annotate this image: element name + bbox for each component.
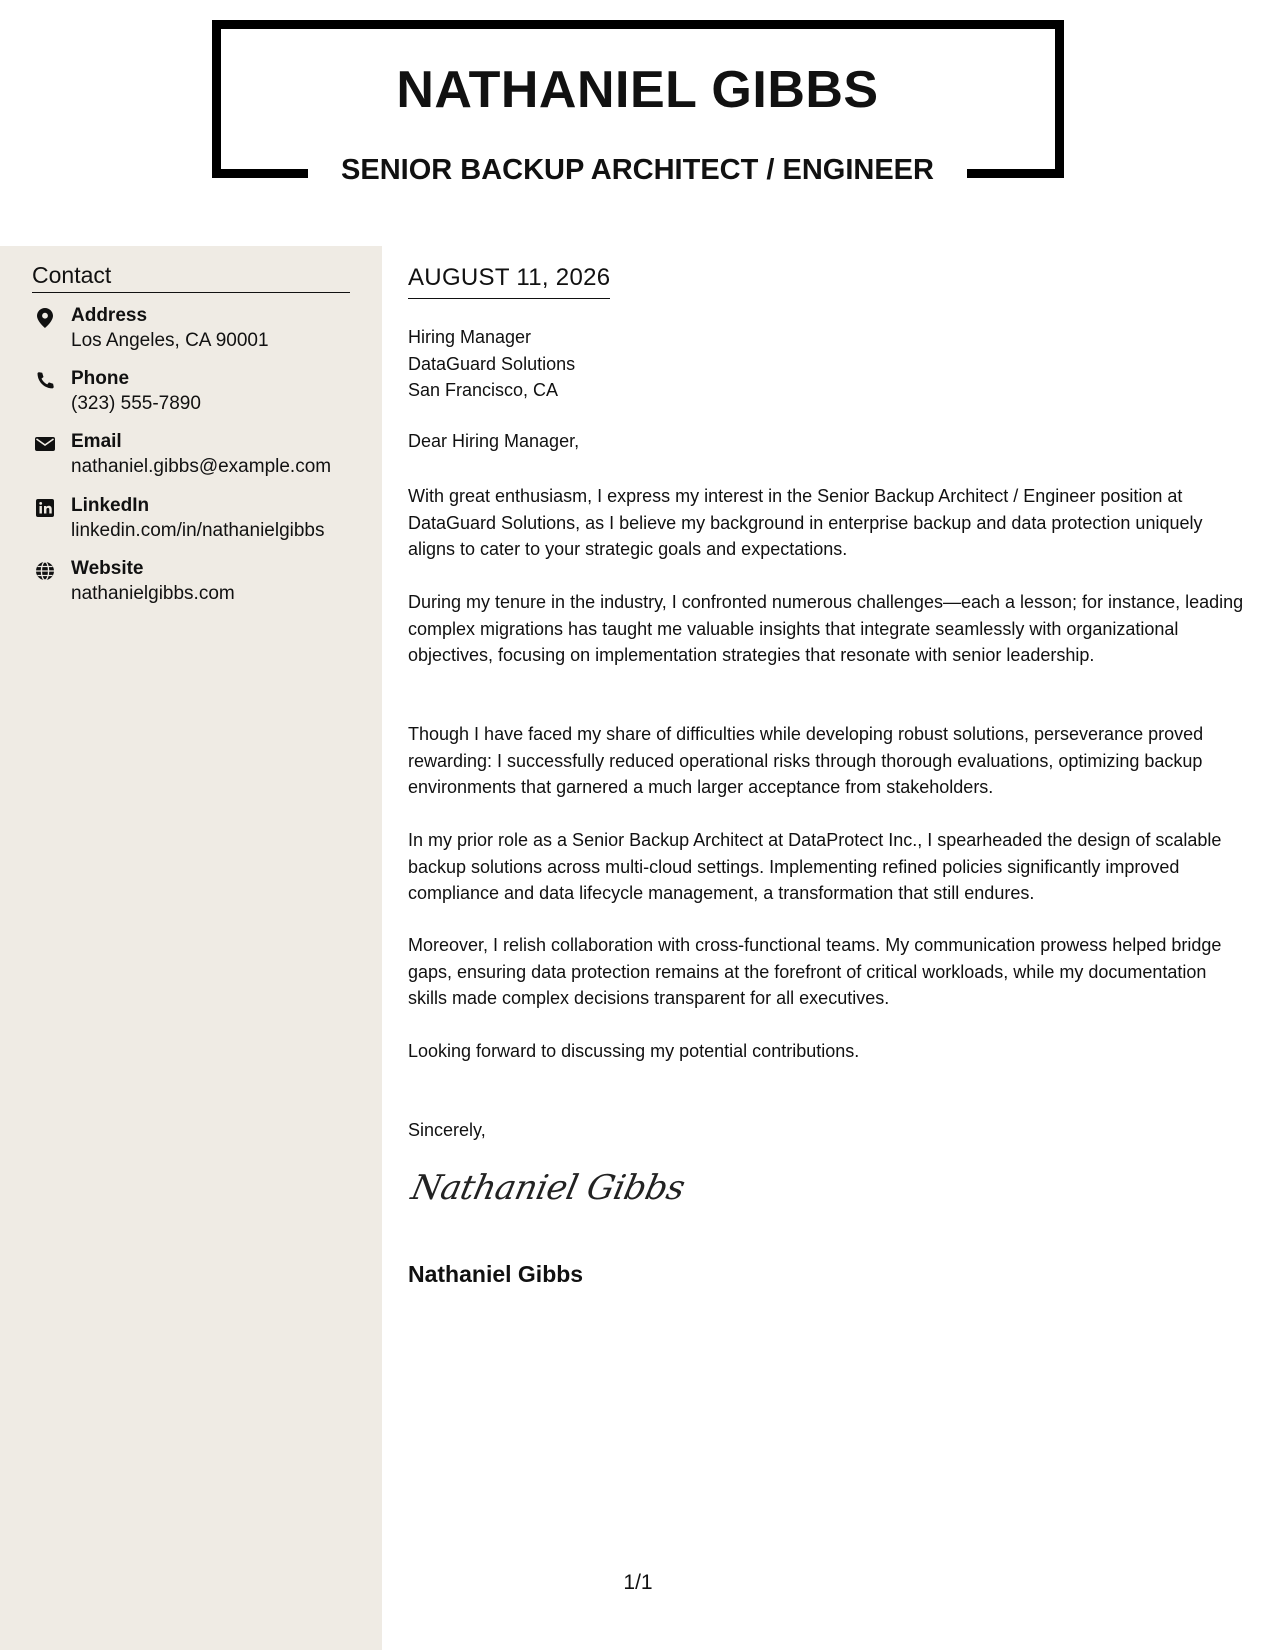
recipient-line: DataGuard Solutions xyxy=(408,353,576,374)
body-paragraph: With great enthusiasm, I express my interest in the Senior Backup Architect / Engineer position at DataGuard Solutions, as I believe my background in enterprise backup and data protection uniquely aligns to cater to your strategic goals and expectations. xyxy=(408,486,1203,559)
body-paragraph: Looking forward to discussing my potential contributions. xyxy=(408,1041,860,1061)
applicant-name: NATHANIEL GIBBS xyxy=(396,61,879,119)
closing: Sincerely, xyxy=(408,1120,486,1140)
contact-value: Los Angeles, CA 90001 xyxy=(71,330,269,351)
globe-icon xyxy=(34,560,56,582)
body-paragraph: Though I have faced my share of difficulties while developing robust solutions, perseverance proved rewarding: I successfully reduced operational risks through thorough evaluations, optimizing backup environments that garnered a much larger acceptance from stakeholders. xyxy=(408,724,1204,797)
contact-value: (323) 555-7890 xyxy=(71,393,201,414)
job-title: SENIOR BACKUP ARCHITECT / ENGINEER xyxy=(341,154,934,186)
salutation: Dear Hiring Manager, xyxy=(408,431,580,451)
signer-name: Nathaniel Gibbs xyxy=(408,1261,584,1287)
contact-value: nathanielgibbs.com xyxy=(71,583,235,604)
phone-icon xyxy=(34,370,56,392)
recipient-line: San Francisco, CA xyxy=(408,380,559,400)
recipient-block xyxy=(408,324,575,404)
contact-heading: Contact xyxy=(32,262,350,293)
linkedin-icon xyxy=(34,497,56,519)
header-frame-top xyxy=(212,20,1064,29)
contact-label: Phone xyxy=(71,368,130,389)
contact-label: Address xyxy=(71,305,148,326)
body-paragraph: Moreover, I relish collaboration with cross-functional teams. My communication prowess helped bridge gaps, ensuring data protection remains at the forefront of critical workloads, while my documentation skills made complex decisions transparent for all executives. xyxy=(408,935,1222,1008)
recipient-line: Hiring Manager xyxy=(408,327,532,347)
map-pin-icon xyxy=(34,307,56,329)
envelope-icon xyxy=(34,433,56,455)
letter-date: AUGUST 11, 2026 xyxy=(408,264,610,299)
page-number: 1/1 xyxy=(623,1571,653,1594)
body-paragraph: In my prior role as a Senior Backup Architect at DataProtect Inc., I spearheaded the design of scalable backup solutions across multi-cloud settings. Implementing refined policies significantly improved compliance and data lifecycle management, a transformation that still endures. xyxy=(408,830,1222,903)
contact-label: Website xyxy=(71,558,144,579)
contact-value: nathaniel.gibbs@example.com xyxy=(71,456,332,477)
contact-label: Email xyxy=(71,431,122,452)
body-paragraph: During my tenure in the industry, I confronted numerous challenges—each a lesson; for instance, leading complex migrations has taught me valuable insights that integrate seamlessly with organizational objectives, focusing on implementation strategies that resonate with senior leadership. xyxy=(408,592,1244,665)
handwritten-signature: Nathaniel Gibbs xyxy=(407,1168,689,1208)
contact-label: LinkedIn xyxy=(71,495,150,516)
contact-value: linkedin.com/in/nathanielgibbs xyxy=(71,520,325,541)
